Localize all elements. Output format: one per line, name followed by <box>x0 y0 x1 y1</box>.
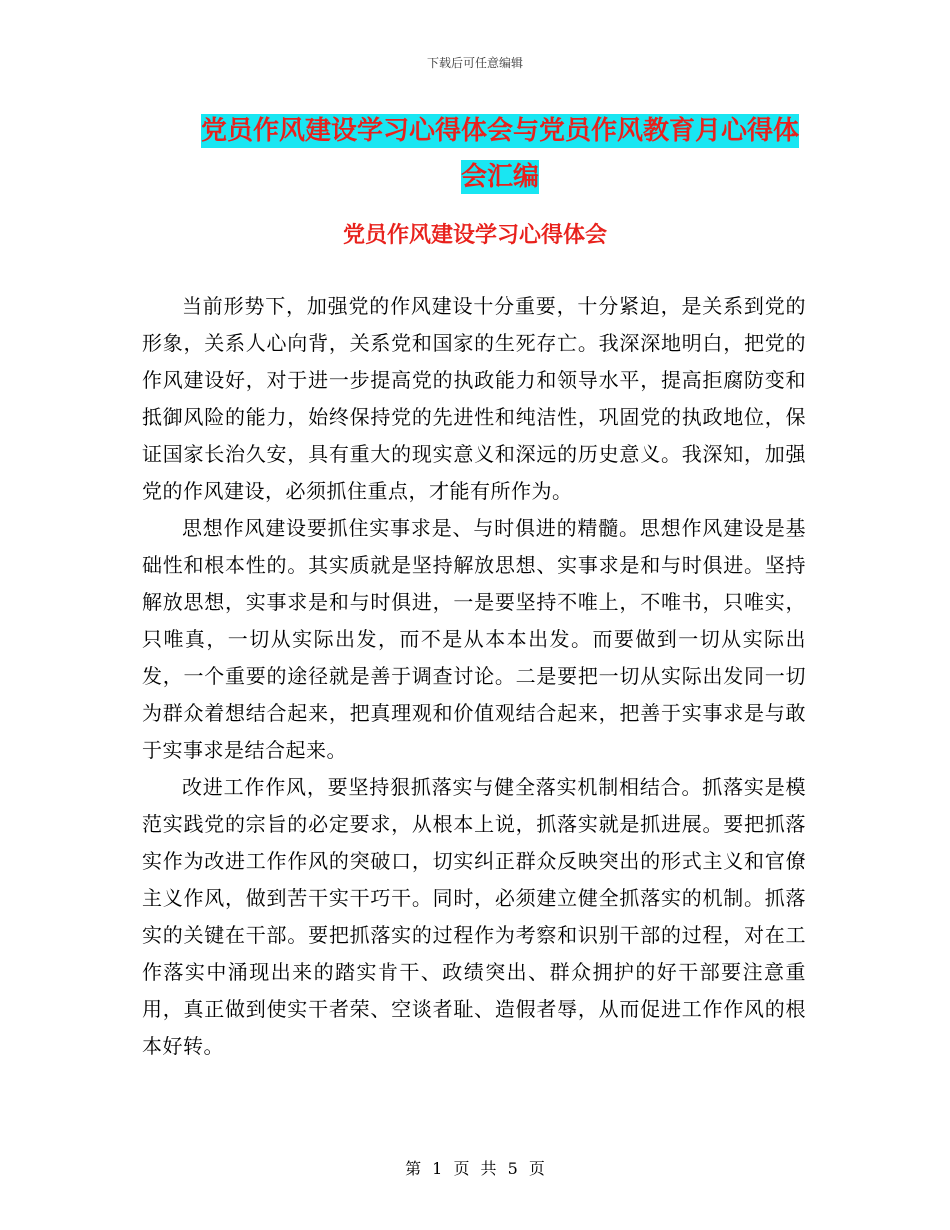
document-title <box>190 108 810 200</box>
document-title-line1: 党员作风建设学习心得体会与党员作风教育月心得体 <box>200 116 799 146</box>
section-title: 党员作风建设学习心得体会 <box>342 223 607 248</box>
document-title-line2: 会汇编 <box>460 162 539 192</box>
paragraph-1: 当前形势下，加强党的作风建设十分重要，十分紧迫，是关系到党的形象，关系人心向背，关系党和国家的生死存亡。我深深地明白，把党的作风建设好，对于进一步提高党的执政能力和领导水平，提高拒腐防变和抵御风险的能力，始终保持党的先进性和纯洁性，巩固党的执政地位，保证国家长治久安，具有重大的现实意义和深远的历史意义。我深知，加强党的作风建设，必须抓住重点，才能有所作为。 <box>142 294 806 503</box>
paragraph-3: 改进工作作风，要坚持狠抓落实与健全落实机制相结合。抓落实是模范实践党的宗旨的必定要求，从根本上说，抓落实就是抓进展。要把抓落实作为改进工作作风的突破口，切实纠正群众反映突出的形式主义和官僚主义作风，做到苦干实干巧干。同时，必须建立健全抓落实的机制。抓落实的关键在干部。要把抓落实的过程作为考察和识别干部的过程，对在工作落实中涌现出来的踏实肯干、政绩突出、群众拥护的好干部要注意重用，真正做到使实干者荣、空谈者耻、造假者辱，从而促进工作作风的根本好转。 <box>142 775 806 1058</box>
header-note: 下载后可任意编辑 <box>426 56 523 70</box>
body-text <box>142 288 806 1065</box>
page-footer: 第 1 页 共 5 页 <box>405 1159 545 1178</box>
paragraph-2: 思想作风建设要抓住实事求是、与时俱进的精髓。思想作风建设是基础性和根本性的。其实质就是坚持解放思想、实事求是和与时俱进。坚持解放思想，实事求是和与时俱进，一是要坚持不唯上，不唯书，只唯实，只唯真，一切从实际出发，而不是从本本出发。而要做到一切从实际出发，一个重要的途径就是善于调查讨论。二是要把一切从实际出发同一切为群众着想结合起来，把真理观和价值观结合起来，把善于实事求是与敢于实事求是结合起来。 <box>142 516 806 762</box>
